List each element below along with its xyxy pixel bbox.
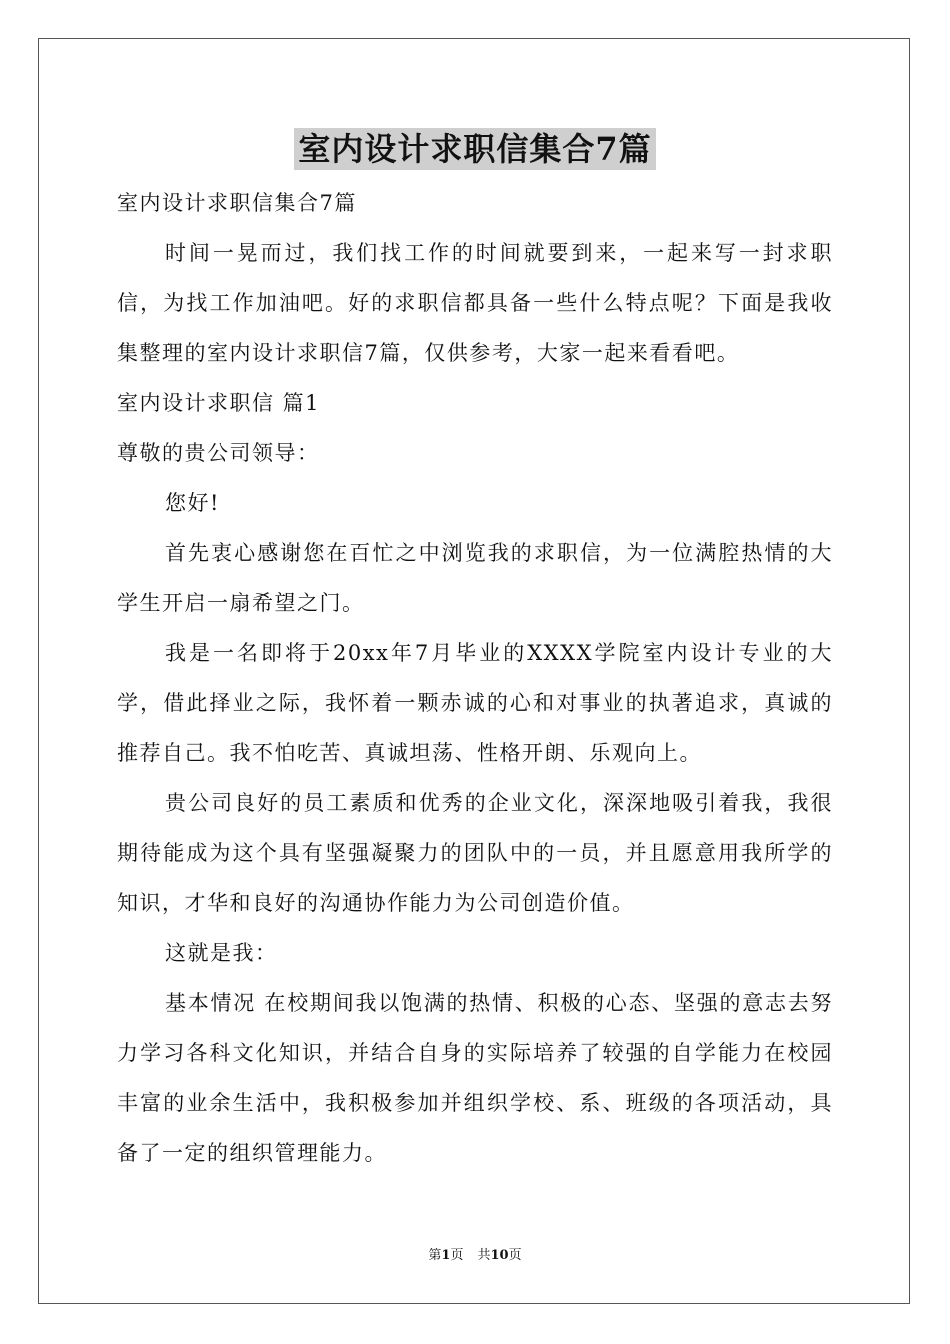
paragraph: 我是一名即将于20xx年7月毕业的XXXX学院室内设计专业的大学，借此择业之际，我怀着一颗赤诚的心和对事业的执著追求，真诚的推荐自己。我不怕吃苦、真诚坦荡、性格开朗、乐观向上。	[117, 641, 833, 765]
paragraph: 室内设计求职信 篇1	[117, 391, 321, 415]
page-footer	[0, 1247, 950, 1265]
title-area	[0, 128, 950, 170]
paragraph: 时间一晃而过，我们找工作的时间就要到来，一起来写一封求职信，为找工作加油吧。好的求职信都具备一些什么特点呢？下面是我收集整理的室内设计求职信7篇，仅供参考，大家一起来看看吧。	[117, 241, 833, 365]
paragraph: 贵公司良好的员工素质和优秀的企业文化，深深地吸引着我，我很期待能成为这个具有坚强凝聚力的团队中的一员，并且愿意用我所学的知识，才华和良好的沟通协作能力为公司创造价值。	[117, 791, 833, 915]
total-suffix: 页	[508, 1248, 522, 1263]
page-prefix: 第	[428, 1248, 442, 1263]
document-title: 室内设计求职信集合7篇	[294, 128, 655, 170]
paragraph: 室内设计求职信集合7篇	[117, 191, 357, 215]
paragraph: 首先衷心感谢您在百忙之中浏览我的求职信，为一位满腔热情的大学生开启一扇希望之门。	[117, 541, 833, 615]
total-prefix: 共	[477, 1248, 491, 1263]
paragraph: 基本情况 在校期间我以饱满的热情、积极的心态、坚强的意志去努力学习各科文化知识，并结合自身的实际培养了较强的自学能力在校园丰富的业余生活中，我积极参加并组织学校、系、班级的各项活动，具备了一定的组织管理能力。	[117, 991, 833, 1165]
page-suffix: 页	[450, 1248, 464, 1263]
paragraph: 尊敬的贵公司领导：	[117, 441, 320, 465]
document-body	[117, 178, 833, 1178]
paragraph: 这就是我：	[165, 941, 278, 965]
page-total: 10	[490, 1248, 509, 1263]
paragraph: 您好!	[165, 491, 220, 515]
page-current: 1	[441, 1248, 451, 1263]
